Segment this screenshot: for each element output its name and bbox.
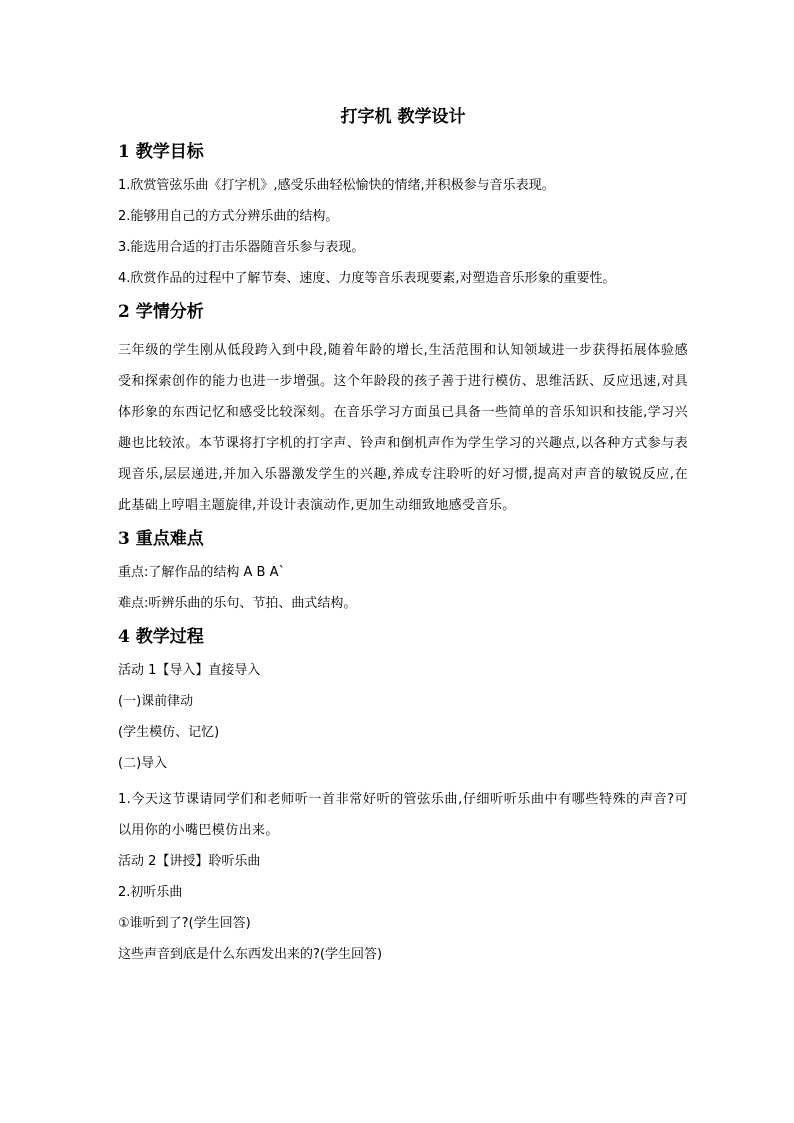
document-content — [118, 104, 688, 975]
section-key-difficulties — [118, 526, 688, 615]
goal-line: 1.欣赏管弦乐曲《打字机》,感受乐曲轻松愉快的情绪,并积极参与音乐表现。 — [118, 178, 555, 193]
process-line: 2.初听乐曲 — [118, 885, 183, 900]
difficulty-line: 难点:听辨乐曲的乐句、节拍、曲式结构。 — [118, 596, 357, 611]
section-heading: 2 学情分析 — [118, 302, 204, 322]
goal-line: 2.能够用自己的方式分辨乐曲的结构。 — [118, 209, 339, 224]
section-teaching-process — [118, 624, 688, 966]
process-line: 活动 2【讲授】聆听乐曲 — [118, 854, 261, 869]
section-heading: 3 重点难点 — [118, 529, 204, 549]
goal-line: 4.欣赏作品的过程中了解节奏、速度、力度等音乐表现要素,对塑造音乐形象的重要性。 — [118, 271, 616, 286]
section-student-analysis — [118, 299, 688, 521]
process-line: 活动 1【导入】直接导入 — [118, 663, 261, 678]
process-line: (一)课前律动 — [118, 694, 194, 709]
key-point-line: 重点:了解作品的结构 A B A` — [118, 565, 285, 580]
section-teaching-goals — [118, 139, 688, 290]
process-line: (二)导入 — [118, 756, 168, 771]
document-title: 打字机 教学设计 — [340, 107, 466, 127]
analysis-paragraph: 三年级的学生刚从低段跨入到中段,随着年龄的增长,生活范围和认知领域进一步获得拓展体验感受和探索创作的能力也进一步增强。这个年龄段的孩子善于进行模仿、思维活跃、反应迅速,对具体形象的东西记忆和感受比较深刻。在音乐学习方面虽已具备一些简单的音乐知识和技能,学习兴趣也比较浓。本节课将打字机的打字声、铃声和倒机声作为学生学习的兴趣点,以各种方式参与表现音乐,层层递进,并加入乐器激发学生的兴趣,养成专注聆听的好习惯,提高对声音的敏锐反应,在此基础上哼唱主题旋律,并设计表演动作,更加生动细致地感受音乐。 — [118, 343, 688, 513]
process-line: 这些声音到底是什么东西发出来的?(学生回答) — [118, 947, 383, 962]
process-paragraph: 1.今天这节课请同学们和老师听一首非常好听的管弦乐曲,仔细听听乐曲中有哪些特殊的声音?可以用你的小嘴巴模仿出来。 — [118, 792, 688, 838]
process-line: ①谁听到了?(学生回答) — [118, 916, 251, 931]
goal-line: 3.能选用合适的打击乐器随音乐参与表现。 — [118, 240, 365, 255]
process-line: (学生模仿、记忆) — [118, 725, 220, 740]
section-heading: 4 教学过程 — [118, 627, 204, 647]
section-heading: 1 教学目标 — [118, 142, 204, 162]
